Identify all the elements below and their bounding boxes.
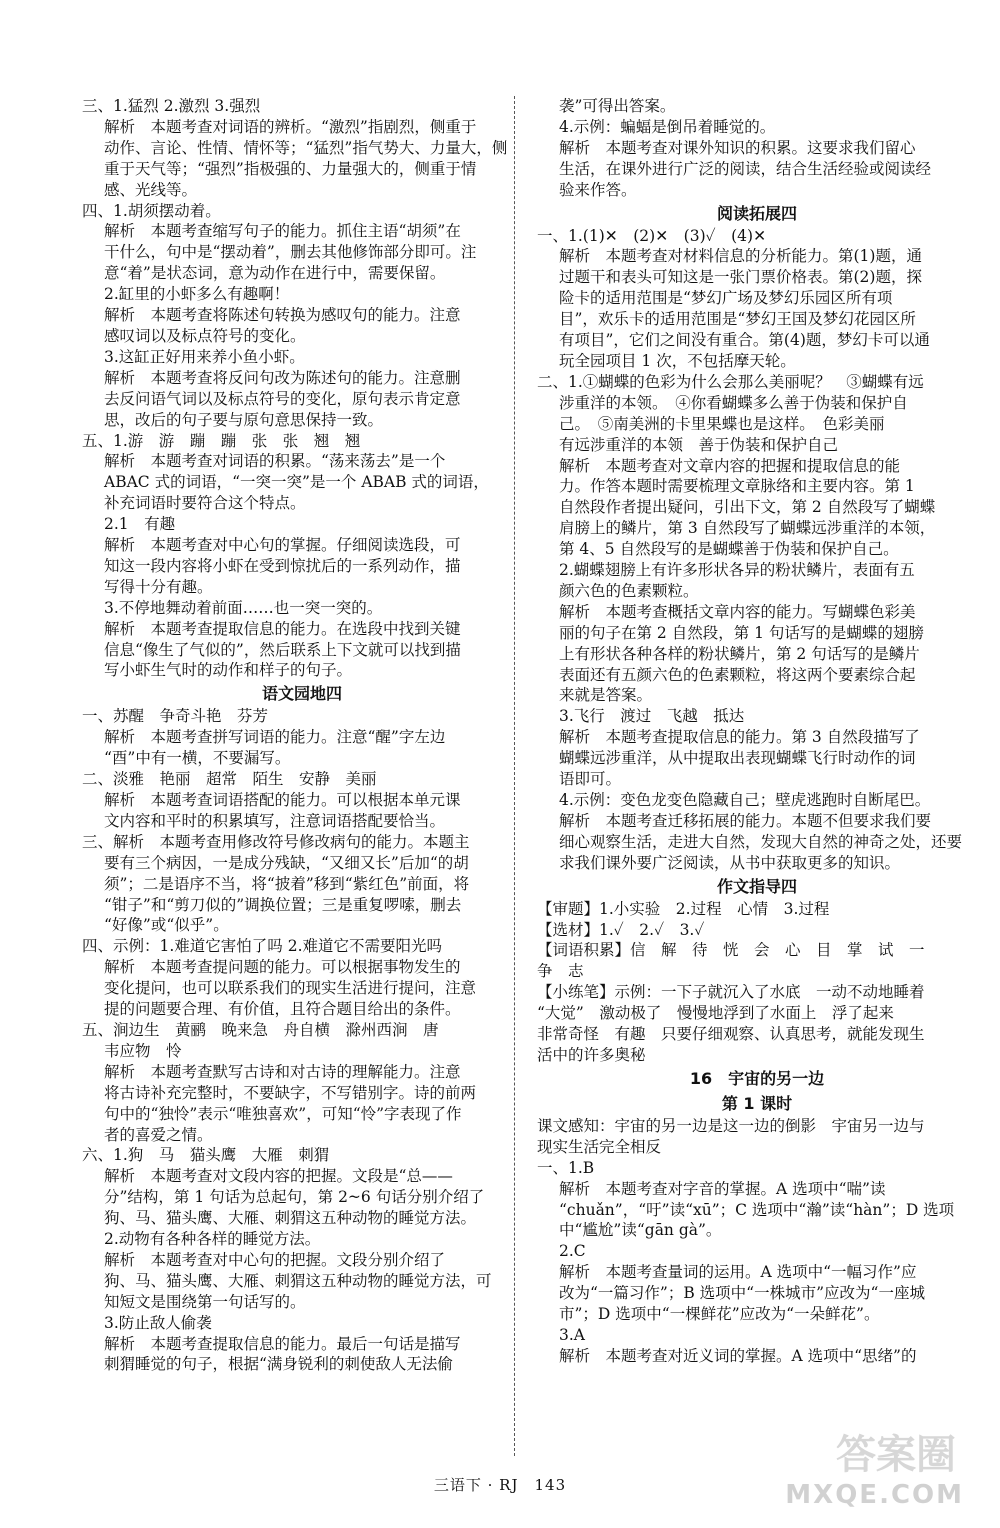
text-line: 解析 本题考查对课外知识的积累。这要求我们留心 [559,138,916,157]
text-line: 3.飞行 渡过 飞越 抵达 [559,707,745,726]
text-line: 现实生活完全相反 [537,1137,662,1156]
text-line: 表面还有五颜六色的色素颗粒，将这两个要素综合起 [559,665,916,684]
text-line: 解析 本题考查将陈述句转换为感叹句的能力。注意 [104,306,461,325]
text-line: 去反问语气词以及标点符号的变化，原句表示肯定意 [104,389,461,408]
text-line: 分”结构，第 1 句话为总起句，第 2~6 句话分别介绍了 [104,1188,485,1207]
text-line: 语即可。 [559,770,622,789]
text-line: 自然段作者提出疑问，引出下文，第 2 自然段写了蝴蝶 [559,498,936,517]
text-line: 丽的句子在第 2 自然段，第 1 句话写的是蝴蝶的翅膀 [559,623,924,642]
text-line: “chuǎn”，“吁”读“xū”；C 选项中“瀚”读“hàn”；D 选项 [559,1200,955,1219]
text-line: 二、1.①蝴蝶的色彩为什么会那么美丽呢？ ③蝴蝶有远 [537,372,924,391]
text-line: 4.示例：蝙蝠是倒吊着睡觉的。 [559,117,776,136]
section-heading: 第 1 课时 [721,1093,793,1113]
text-line: 感、光线等。 [104,180,198,199]
text-line: 狗、马、猫头鹰、大雁、刺猬这五种动物的睡觉方法，可 [104,1271,492,1290]
text-line: 细心观察生活，走进大自然，发现大自然的神奇之处，还要 [559,832,963,851]
text-line: 解析 本题考查迁移拓展的能力。本题不但要求我们要 [559,811,932,830]
section-heading: 语文园地四 [261,684,342,704]
text-line: 解析 本题考查对词语的积累。“荡来荡去”是一个 [104,452,446,471]
text-line: 3.不停地舞动着前面……也一突一突的。 [104,598,383,617]
section-heading: 16 宇宙的另一边 [689,1068,825,1088]
watermark-cn: 答案圈 [836,1432,956,1478]
text-line: 争 志 [537,962,584,981]
section-heading: 作文指导四 [716,876,797,896]
text-line: 者的喜爱之情。 [104,1125,213,1144]
text-line: 解析 本题考查对文章内容的把握和提取信息的能 [559,456,901,475]
text-line: 蝴蝶远涉重洋，从中提取出表现蝴蝶飞行时动作的词 [559,749,916,768]
text-line: 四、示例：1.难道它害怕了吗 2.难道它不需要阳光吗 [82,937,443,956]
text-line: 变化提问，也可以联系我们的现实生活进行提问，注意 [104,979,477,998]
text-line: 知这一段内容将小虾在受到惊扰后的一系列动作，描 [104,556,461,575]
text-line: 中“尴尬”读“gān gà”。 [559,1221,722,1240]
text-line: 颜六色的色素颗粒。 [559,581,699,600]
text-line: 写得十分有趣。 [104,577,213,596]
text-line: 2.蝴蝶翅膀上有许多形状各异的粉状鳞片，表面有五 [559,561,915,580]
text-line: 须”；二是语序不当，将“披着”移到“紫红色”前面，将 [104,874,470,893]
text-line: 第 4、5 自然段写的是蝴蝶善于伪装和保护自己。 [559,540,899,559]
text-line: 来就是答案。 [559,686,653,705]
text-line: 一、苏醒 争奇斗艳 芬芳 [82,707,269,726]
text-line: 意“着”是状态词，意为动作在进行中，需要保留。 [104,264,446,283]
text-line: 解析 本题考查对材料信息的分析能力。第(1)题，通 [559,247,922,266]
text-line: 狗、马、猫头鹰、大雁、刺猬这五种动物的睡觉方法。 [104,1209,477,1228]
text-line: 目”，欢乐卡的适用范围是“梦幻王国及梦幻花园区所 [559,310,916,329]
text-line: 解析 本题考查提取信息的能力。第 3 自然段描写了 [559,728,920,747]
watermark-url: MXQE.COM [785,1480,964,1510]
text-line: “酉”中有一横，不要漏写。 [104,749,291,768]
text-line: 市”；D 选项中“一棵鲜花”应改为“一朵鲜花”。 [559,1305,880,1324]
text-line: 五、1.游 游 蹦 蹦 张 张 翘 翘 [82,431,361,450]
text-line: 2.C [559,1242,586,1261]
text-line: ABAC 式的词语，“一突一突”是一个 ABAB 式的词语， [104,473,489,492]
text-line: 非常奇怪 有趣 只要仔细观察、认真思考，就能发现生 [537,1025,925,1044]
text-line: 上有形状各种各样的粉状鳞片，第 2 句话写的是鳞片 [559,644,920,663]
text-line: 活中的许多奥秘 [537,1045,646,1064]
text-line: 解析 本题考查概括文章内容的能力。写蝴蝶色彩美 [559,602,916,621]
text-line: 五、涧边生 黄鹂 晚来急 舟自横 滁州西涧 唐 [82,1020,439,1039]
text-line: 2.1 有趣 [104,515,176,534]
watermark-logo [785,1430,986,1520]
text-line: 玩全园项目 1 次，不包括摩天轮。 [559,351,796,370]
text-line: 有项目”，它们之间没有重合。第(4)题，梦幻卡可以通 [559,331,930,350]
text-line: 二、淡雅 艳丽 超常 陌生 安静 美丽 [82,770,377,789]
text-line: 解析 本题考查默写古诗和对古诗的理解能力。注意 [104,1062,461,1081]
text-line: 写小虾生气时的动作和样子的句子。 [104,661,353,680]
text-line: 信息“像生了气似的”，然后联系上下文就可以找到描 [104,640,461,659]
text-line: 3.这缸正好用来养小鱼小虾。 [104,347,305,366]
left-column [82,96,522,1375]
text-line: “大觉” 激动极了 慢慢地浮到了水面上 浮了起来 [537,1004,894,1023]
text-line: 解析 本题考查对近义词的掌握。A 选项中“思绪”的 [559,1346,917,1365]
text-line: 过题干和表头可知这是一张门票价格表。第(2)题，探 [559,268,922,287]
text-line: 验来作答。 [559,180,637,199]
text-line: 刺猬睡觉的句子，根据“满身锐利的刺使敌人无法偷 [104,1355,453,1374]
text-line: 求我们课外要广泛阅读，从书中获取更多的知识。 [559,853,901,872]
text-line: 感叹词以及标点符号的变化。 [104,326,306,345]
text-line: 六、1.狗 马 猫头鹰 大雁 刺猬 [82,1146,330,1165]
text-line: 思，改后的句子要与原句意思保持一致。 [104,410,384,429]
text-line: 三、解析 本题考查用修改符号修改病句的能力。本题主 [82,832,470,851]
text-line: 课文感知：宇宙的另一边是这一边的倒影 宇宙另一边与 [537,1116,925,1135]
text-line: 4.示例：变色龙变色隐藏自己；壁虎逃跑时自断尾巴。 [559,791,931,809]
text-line: 【选材】1.✓ 2.✓ 3.✓ [537,920,705,939]
right-column [537,96,977,1367]
text-line: 3.防止敌人偷袭 [104,1313,212,1332]
text-line: 己。 ⑤南美洲的卡里果蝶也是这样。 色彩美丽 [559,414,885,433]
text-line: 解析 本题考查量词的运用。A 选项中“一幅习作”应 [559,1263,917,1282]
text-line: 2.动物有各种各样的睡觉方法。 [104,1230,321,1249]
section-heading: 阅读拓展四 [716,203,797,223]
text-line: 解析 本题考查拼写词语的能力。注意“醒”字左边 [104,728,446,747]
text-line: 解析 本题考查提取信息的能力。在选段中找到关键 [104,619,461,638]
text-line: 解析 本题考查缩写句子的能力。抓住主语“胡须”在 [104,222,461,241]
text-line: 一、1.B [537,1158,595,1177]
text-line: 韦应物 怜 [104,1041,182,1060]
text-line: 3.A [559,1325,585,1344]
text-line: 解析 本题考查对字音的掌握。A 选项中“喘”读 [559,1179,886,1198]
text-line: 知短文是围绕第一句话写的。 [104,1292,306,1311]
text-line: 要有三个病因，一是成分残缺，“又细又长”后加“的胡 [104,853,469,872]
text-line: 肩膀上的鳞片，第 3 自然段写了蝴蝶远涉重洋的本领， [559,519,936,538]
text-line: 2.缸里的小虾多么有趣啊！ [104,285,290,304]
text-line: 句中的“独怜”表示“唯独喜欢”，可知“怜”字表现了作 [104,1104,462,1123]
text-line: 解析 本题考查对文段内容的把握。文段是“总—— [104,1167,453,1186]
page-footer: 三语下 · RJ 143 [433,1476,567,1494]
text-line: 动作、言论、性情、情怀等；“猛烈”指气势大、力量大，侧 [104,138,508,157]
text-line: 提的问题要合理、有价值，且符合题目给出的条件。 [104,1000,461,1019]
text-line: 解析 本题考查对词语的辨析。“激烈”指剧烈，侧重于 [104,117,477,136]
text-line: 【审题】1.小实验 2.过程 心情 3.过程 [537,899,830,918]
text-line: 一、1.(1)✕ (2)✕ (3)✓ (4)✕ [537,226,767,245]
text-line: 生活，在课外进行广泛的阅读，结合生活经验或阅读经 [559,159,932,178]
text-line: 三、1.猛烈 2.激烈 3.强烈 [82,97,261,115]
text-line: 解析 本题考查提问题的能力。可以根据事物发生的 [104,958,461,977]
text-line: 【词语积累】信 解 待 恍 会 心 目 掌 试 一 [537,941,925,960]
column-divider [514,96,515,1456]
text-line: “好像”或“似乎”。 [104,916,229,935]
text-line: 力。作答本题时需要梳理文章脉络和主要内容。第 1 [559,477,915,496]
text-line: 干什么，句中是“摆动着”，删去其他修饰部分即可。注 [104,243,477,262]
text-line: 重于天气等；“强烈”指极强的、力量强大的，侧重于情 [104,159,477,178]
text-line: 改为“一篇习作”；B 选项中“一株城市”应改为“一座城 [559,1284,925,1303]
text-line: 解析 本题考查将反问句改为陈述句的能力。注意删 [104,368,461,387]
text-line: 将古诗补充完整时，不要缺字，不写错别字。诗的前两 [104,1083,477,1102]
text-line: 四、1.胡须摆动着。 [82,201,221,220]
text-line: 涉重洋的本领。 ④你看蝴蝶多么善于伪装和保护自 [559,393,908,412]
text-line: 解析 本题考查对中心句的把握。文段分别介绍了 [104,1250,446,1269]
text-line: 解析 本题考查词语搭配的能力。可以根据本单元课 [104,791,461,809]
text-line: 【小练笔】示例：一下子就沉入了水底 一动不动地睡着 [537,983,925,1002]
text-line: 解析 本题考查提取信息的能力。最后一句话是描写 [104,1334,461,1353]
text-line: 险卡的适用范围是“梦幻广场及梦幻乐园区所有项 [559,289,893,308]
text-line: 袭”可得出答案。 [559,97,676,115]
text-line: “钳子”和“剪刀似的”调换位置；三是重复啰嗦，删去 [104,895,462,914]
text-line: 有远涉重洋的本领 善于伪装和保护自己 [559,435,839,454]
text-line: 文内容和平时的积累填写，注意词语搭配要恰当。 [104,811,446,830]
text-line: 解析 本题考查对中心句的掌握。仔细阅读选段，可 [104,536,461,555]
text-line: 补充词语时要符合这个特点。 [104,494,306,513]
